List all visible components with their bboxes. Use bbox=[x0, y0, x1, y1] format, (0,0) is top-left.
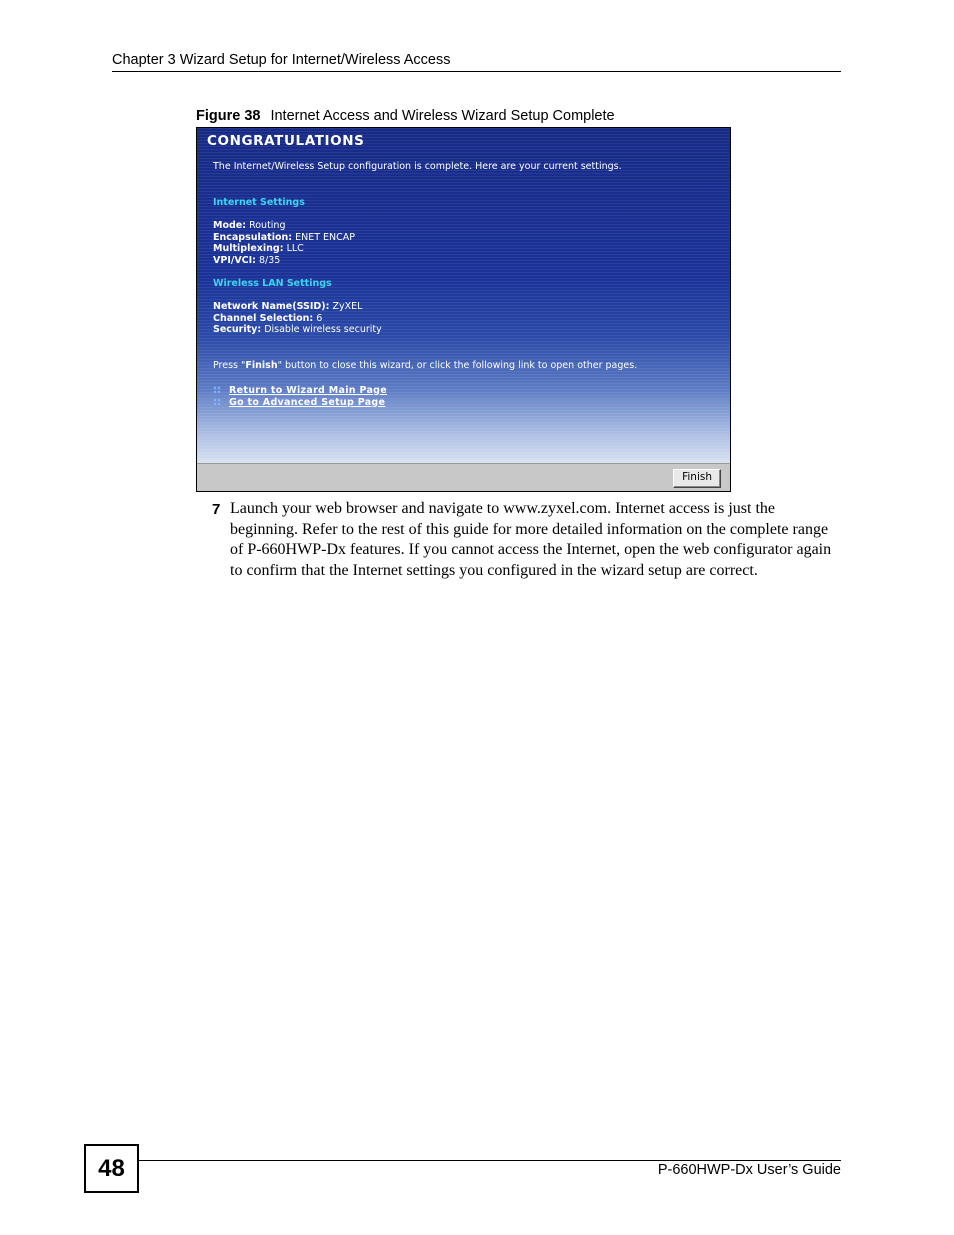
running-head: Chapter 3 Wizard Setup for Internet/Wireless Access bbox=[112, 52, 451, 68]
channel-row bbox=[213, 313, 322, 325]
channel-value: 6 bbox=[316, 312, 323, 324]
header-rule bbox=[112, 71, 841, 72]
step-number: 7 bbox=[212, 501, 221, 518]
dotted-bullet-icon bbox=[213, 398, 221, 406]
link-row-advanced-setup bbox=[213, 396, 385, 408]
ssid-label: Network Name(SSID): bbox=[213, 301, 330, 312]
footer-rule bbox=[139, 1160, 841, 1161]
page-number: 48 bbox=[84, 1144, 139, 1193]
ssid-row bbox=[213, 301, 362, 313]
security-label: Security: bbox=[213, 324, 262, 335]
figure-caption bbox=[196, 108, 615, 124]
link-row-wizard-main bbox=[213, 384, 387, 396]
wizard-intro: The Internet/Wireless Setup configuration is complete. Here are your current settings. bbox=[213, 161, 622, 172]
dotted-bullet-icon bbox=[213, 386, 221, 394]
multiplexing-row bbox=[213, 243, 304, 255]
mode-label: Mode: bbox=[213, 220, 247, 231]
security-row bbox=[213, 324, 382, 336]
mode-value: Routing bbox=[249, 220, 286, 231]
mode-row bbox=[213, 220, 286, 232]
instruction-finish-word: Finish bbox=[245, 360, 278, 371]
return-to-wizard-main-link[interactable]: Return to Wizard Main Page bbox=[229, 384, 388, 396]
wizard-panel bbox=[197, 128, 730, 463]
wizard-screenshot bbox=[196, 127, 731, 492]
multiplexing-value: LLC bbox=[286, 243, 304, 254]
figure-label: Figure 38 bbox=[196, 108, 261, 124]
wireless-settings-heading: Wireless LAN Settings bbox=[213, 278, 332, 289]
internet-settings-heading: Internet Settings bbox=[213, 197, 305, 208]
vpi-vci-value: 8/35 bbox=[259, 254, 281, 266]
guide-title: P-660HWP-Dx User’s Guide bbox=[657, 1162, 841, 1178]
finish-button[interactable]: Finish bbox=[673, 469, 721, 488]
channel-label: Channel Selection: bbox=[213, 312, 314, 324]
vpi-vci-label: VPI/VCI: bbox=[213, 254, 256, 266]
wizard-title: CONGRATULATIONS bbox=[207, 133, 365, 149]
figure-caption-text: Internet Access and Wireless Wizard Setup Complete bbox=[270, 108, 615, 124]
step-text: Launch your web browser and navigate to www.zyxel.com. Internet access is just the beginning. Refer to the rest of this guide for more detailed information on the complete range of P-660HWP-Dx features. If you cannot access the Internet, open the web configurator again to confirm that the Internet settings you configured in the wizard setup are correct. bbox=[230, 500, 832, 579]
finish-instruction bbox=[213, 360, 637, 372]
encapsulation-value: ENET ENCAP bbox=[295, 231, 356, 243]
instruction-prefix: Press " bbox=[213, 360, 246, 371]
security-value: Disable wireless security bbox=[264, 324, 382, 335]
go-to-advanced-setup-link[interactable]: Go to Advanced Setup Page bbox=[229, 396, 386, 408]
multiplexing-label: Multiplexing: bbox=[213, 243, 284, 254]
encapsulation-label: Encapsulation: bbox=[213, 231, 293, 243]
vpi-vci-row bbox=[213, 255, 280, 267]
ssid-value: ZyXEL bbox=[332, 301, 363, 312]
encapsulation-row bbox=[213, 232, 355, 244]
wizard-button-bar bbox=[197, 463, 730, 492]
instruction-suffix: " button to close this wizard, or click the following link to open other pages. bbox=[277, 360, 638, 371]
